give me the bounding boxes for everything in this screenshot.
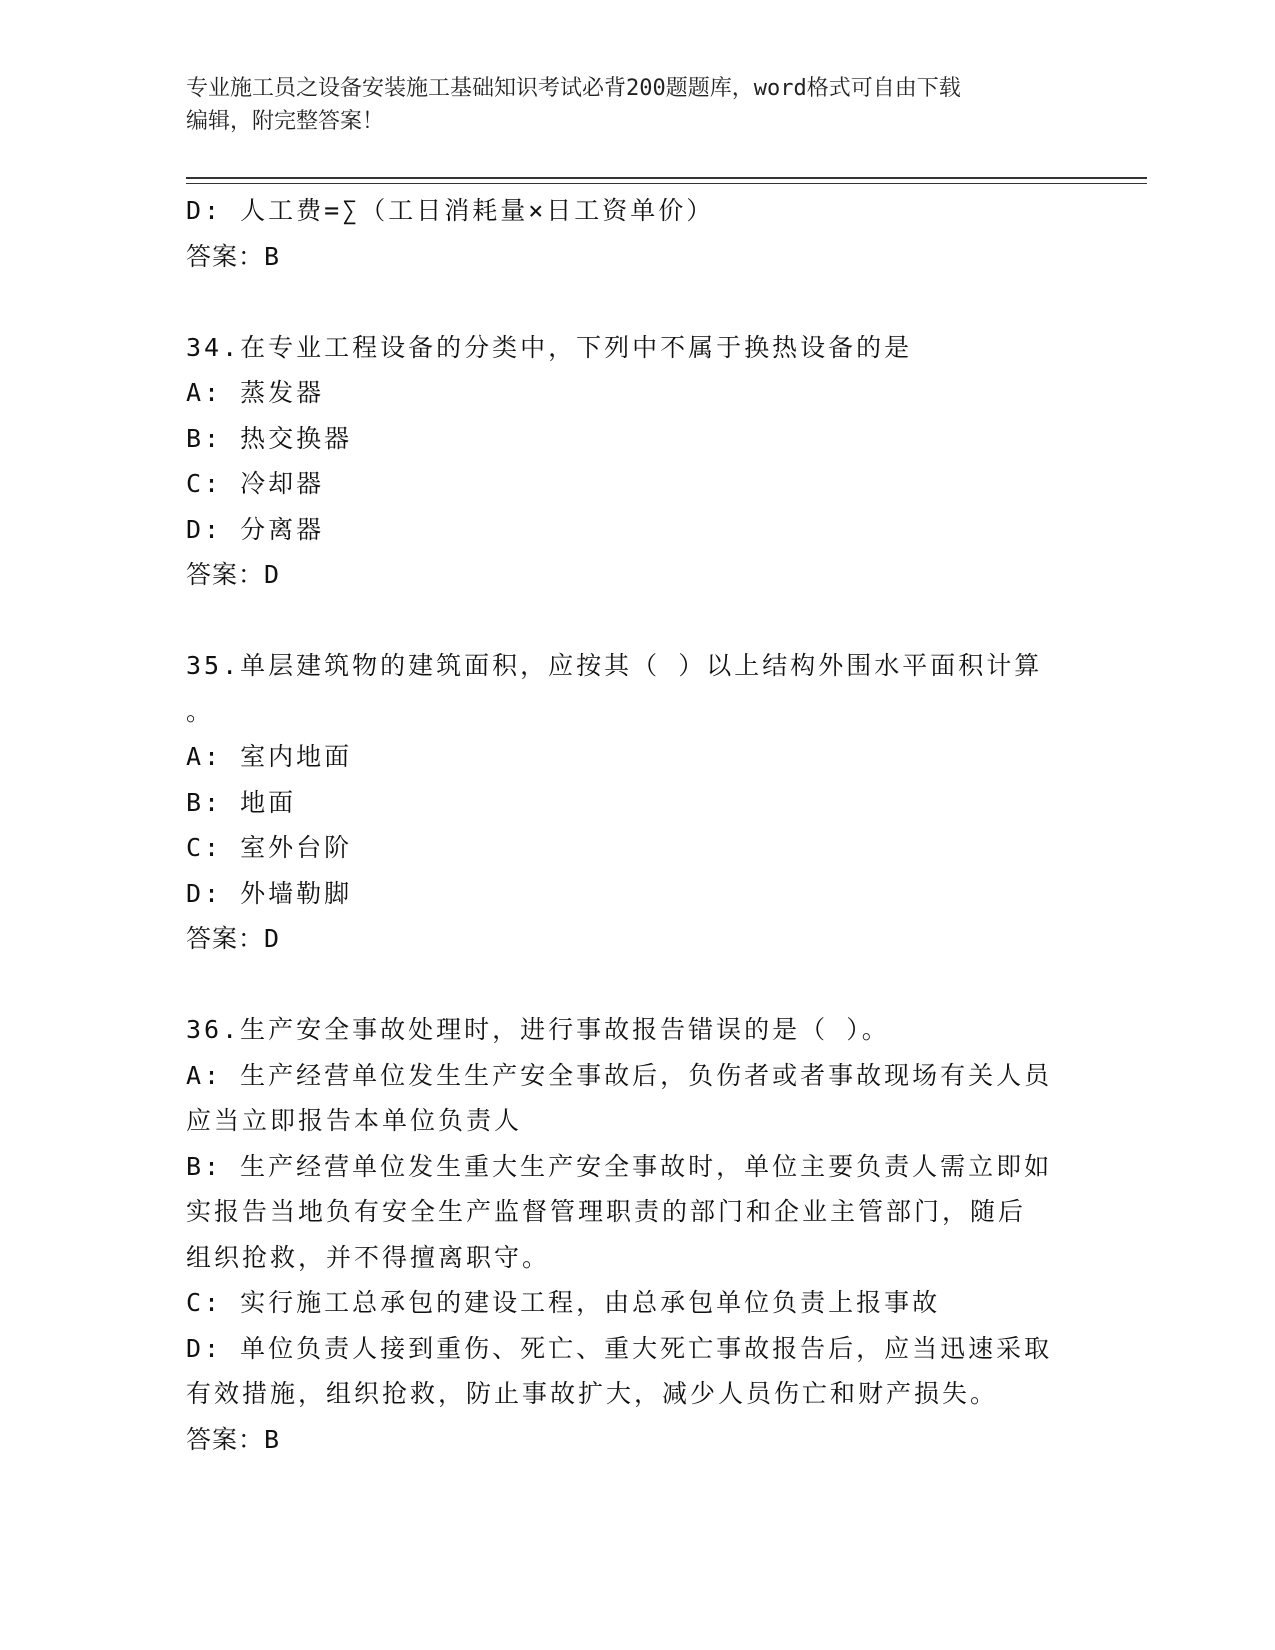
- q36-option-a-line-1: A: 生产经营单位发生生产安全事故后，负伤者或者事故现场有关人员: [186, 1060, 1053, 1090]
- q34-option-b: B: 热交换器: [186, 423, 353, 453]
- q36-option-b-line-3: 组织抢救，并不得擅离职守。: [186, 1242, 551, 1272]
- q36-option-b-line-2: 实报告当地负有安全生产监督管理职责的部门和企业主管部门，随后: [186, 1197, 1027, 1226]
- q36-option-d-line-2: 有效措施，组织抢救，防止事故扩大，减少人员伤亡和财产损失。: [186, 1379, 999, 1408]
- q36-option-b-line-1: B: 生产经营单位发生重大生产安全事故时，单位主要负责人需立即如: [186, 1151, 1053, 1181]
- header-divider-thick: [186, 177, 1147, 179]
- q36-option-d-line-1: D: 单位负责人接到重伤、死亡、重大死亡事故报告后，应当迅速采取: [186, 1333, 1053, 1363]
- spacer: [186, 962, 1086, 1008]
- q36-answer: 答案：B: [186, 1424, 281, 1454]
- q36-option-a-line-2: 应当立即报告本单位负责人: [186, 1106, 523, 1135]
- q36-option-c: C: 实行施工总承包的建设工程，由总承包单位负责上报事故: [186, 1288, 941, 1317]
- q33-option-d: D: 人工费=∑（工日消耗量×日工资单价）: [186, 196, 715, 225]
- q34-stem: 34.在专业工程设备的分类中，下列中不属于换热设备的是: [186, 332, 913, 362]
- q35-stem-line-2: 。: [186, 696, 215, 726]
- q34-option-d: D: 分离器: [186, 514, 325, 544]
- q35-option-d: D: 外墙勒脚: [186, 878, 353, 908]
- q35-stem-line-1: 35.单层建筑物的建筑面积，应按其（ ）以上结构外围水平面积计算: [186, 651, 1043, 680]
- question-content: [186, 188, 1086, 1462]
- q35-option-c: C: 室外台阶: [186, 833, 353, 862]
- header-divider-thin: [186, 183, 1147, 184]
- q35-option-b: B: 地面: [186, 787, 297, 817]
- q36-stem: 36.生产安全事故处理时，进行事故报告错误的是（ ）。: [186, 1015, 890, 1044]
- q34-option-a: A: 蒸发器: [186, 378, 325, 407]
- header-title-line-2: 编辑，附完整答案！: [186, 109, 385, 134]
- q33-answer: 答案：B: [186, 241, 281, 271]
- spacer: [186, 279, 1086, 325]
- header-title-line-1: 专业施工员之设备安装施工基础知识考试必背200题题库，word格式可自由下载: [186, 76, 961, 101]
- page-header: [186, 72, 1086, 138]
- q34-answer: 答案：D: [186, 560, 281, 589]
- q34-option-c: C: 冷却器: [186, 469, 325, 498]
- q35-option-a: A: 室内地面: [186, 742, 353, 771]
- spacer: [186, 598, 1086, 644]
- q35-answer: 答案：D: [186, 924, 281, 953]
